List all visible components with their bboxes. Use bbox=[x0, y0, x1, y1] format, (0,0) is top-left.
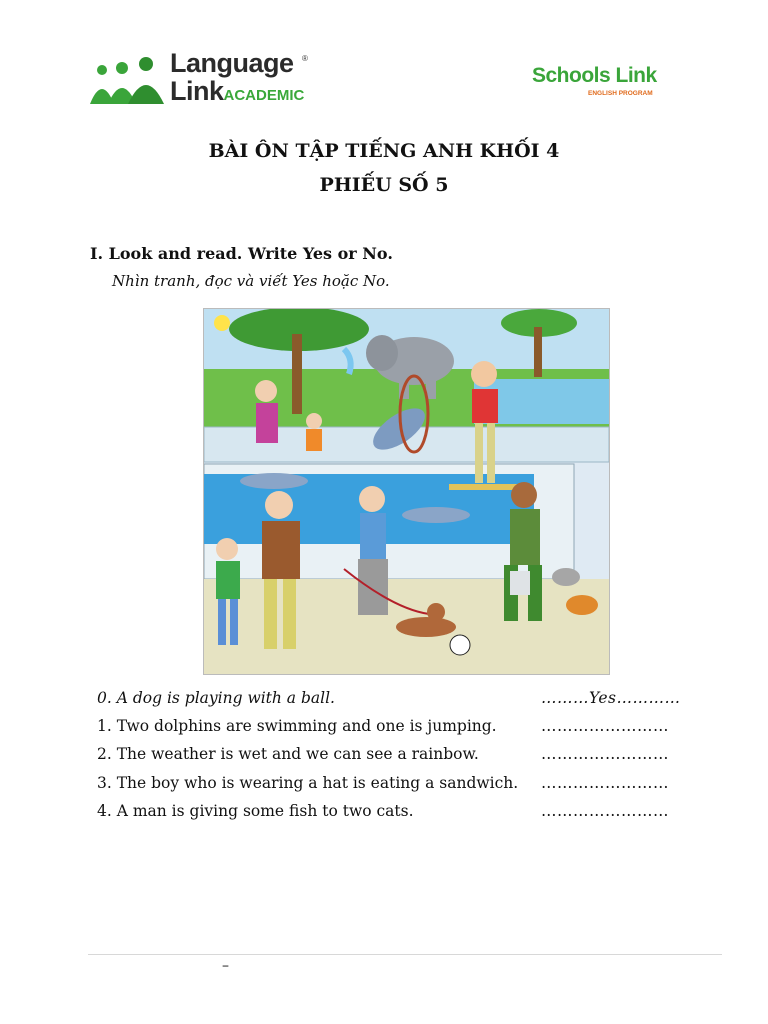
footer-divider bbox=[88, 954, 722, 955]
question-row-2 bbox=[97, 745, 697, 769]
page-title: BÀI ÔN TẬP TIẾNG ANH KHỐI 4 bbox=[208, 140, 560, 162]
question-row-0 bbox=[97, 689, 697, 713]
logo-line-link bbox=[170, 76, 304, 107]
answer-blank[interactable]: …………………… bbox=[541, 745, 669, 763]
question-text: 4. A man is giving some fish to two cats. bbox=[97, 802, 414, 820]
page-subtitle: PHIẾU SỐ 5 bbox=[319, 174, 449, 196]
schools-link-logo bbox=[532, 64, 672, 104]
logo-line-language: Language bbox=[170, 48, 294, 78]
footer-dash: – bbox=[222, 958, 229, 974]
answer-blank[interactable]: …………………… bbox=[541, 802, 669, 820]
answer-blank[interactable]: …………………… bbox=[541, 717, 669, 735]
question-row-1 bbox=[97, 717, 697, 741]
zoo-pool-illustration bbox=[203, 308, 610, 675]
registered-mark: ® bbox=[302, 54, 308, 63]
people-logo-icon bbox=[90, 56, 170, 106]
question-text: 3. The boy who is wearing a hat is eating a sandwich. bbox=[97, 774, 519, 792]
question-text: 2. The weather is wet and we can see a rainbow. bbox=[97, 745, 479, 763]
section-heading: I. Look and read. Write Yes or No. bbox=[90, 244, 393, 263]
language-link-logo bbox=[90, 50, 320, 108]
schools-link-subtitle: ENGLISH PROGRAM bbox=[588, 90, 653, 97]
schools-link-wordmark: Schools Link bbox=[532, 64, 657, 87]
question-row-3 bbox=[97, 774, 697, 798]
question-row-4 bbox=[97, 802, 697, 826]
question-text: 1. Two dolphins are swimming and one is jumping. bbox=[97, 717, 497, 735]
answer-blank[interactable]: …………………… bbox=[541, 774, 669, 792]
logo-link-word: Link bbox=[170, 76, 224, 106]
question-text: 0. A dog is playing with a ball. bbox=[97, 689, 335, 707]
logo-academic-word: ACADEMIC bbox=[223, 87, 305, 104]
answer-blank[interactable]: ………Yes………… bbox=[541, 689, 681, 707]
section-instruction: Nhìn tranh, đọc và viết Yes hoặc No. bbox=[112, 272, 390, 290]
